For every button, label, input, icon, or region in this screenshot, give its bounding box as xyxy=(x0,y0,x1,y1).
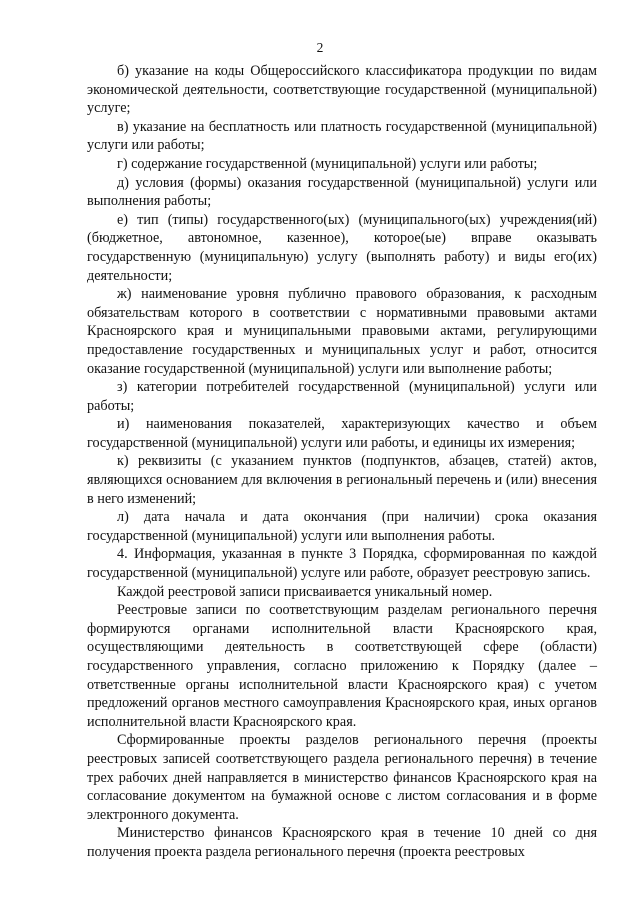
paragraph-unique-number: Каждой реестровой записи присваивается уникальный номер. xyxy=(117,583,493,600)
paragraph-approval-submission: Сформированные проекты разделов регионального перечня (проекты реестровых записей соответствующего раздела регионального перечня) в течение трех рабочих дней направляется в министерство финансов Красноярского края на согласование документом на бумажной основе с листом согласования и в форме электронного документа. xyxy=(87,732,597,823)
paragraph-ministry-review: Министерство финансов Красноярского края в течение 10 дней со дня получения проекта раздела регионального перечня (проекта реестровых xyxy=(87,825,597,860)
paragraph-i-indicators: и) наименования показателей, характеризующих качество и объем государственной (муниципальной) услуги или работы, и единицы их измерения; xyxy=(87,416,597,451)
paragraph-e-institution-types: е) тип (типы) государственного(ых) (муниципального(ых) учреждения(ий) (бюджетное, автономное, казенное), которое(ые) вправе оказывать государственную (муниципальную) услугу (выполнять работу) и виды его(их) деятельности; xyxy=(87,211,597,284)
paragraph-b-okved-codes: б) указание на коды Общероссийского классификатора продукции по видам экономической деятельности, соответствующие государственной (муниципальной) услуге; xyxy=(87,63,597,117)
page-number: 2 xyxy=(316,40,324,55)
paragraph-d-conditions: д) условия (формы) оказания государственной (муниципальной) услуги или выполнения работы; xyxy=(87,174,597,210)
paragraph-g-content: г) содержание государственной (муниципальной) услуги или работы; xyxy=(117,155,538,172)
paragraph-z-consumer-categories: з) категории потребителей государственной (муниципальной) услуги или работы; xyxy=(87,379,597,414)
paragraph-formation-of-entries: Реестровые записи по соответствующим разделам регионального перечня формируются органами исполнительной власти Красноярского края, осуществляющими деятельность в соответствующей сфере (области) государственного управления, согласно приложению к Порядку (далее – ответственные органы исполнительной власти Красноярского края) с учетом предложений органов местного самоуправления Красноярского края, иных органов исполнительной власти Красноярского края. xyxy=(87,602,597,730)
paragraph-k-requisites: к) реквизиты (с указанием пунктов (подпунктов, абзацев, статей) актов, являющихся основанием для включения в региональный перечень и (или) внесения в него изменений; xyxy=(87,453,597,507)
paragraph-v-free-or-paid: в) указание на бесплатность или платность государственной (муниципальной) услуги или работы; xyxy=(87,118,597,154)
paragraph-l-dates: л) дата начала и дата окончания (при наличии) срока оказания государственной (муниципальной) услуги или выполнения работы. xyxy=(87,509,597,544)
paragraph-zh-level-of-education: ж) наименование уровня публично правового образования, к расходным обязательствам которого в соответствии с нормативными правовыми актами Красноярского края и муниципальными правовыми актами, регулирующими предоставление государственных и муниципальных услуг и работ, относится оказание государственной (муниципальной) услуги или выполнение работы; xyxy=(87,286,597,377)
document-body xyxy=(87,62,597,862)
paragraph-4-registry-entry: 4. Информация, указанная в пункте 3 Порядка, сформированная по каждой государственной (муниципальной) услуге или работе, образует реестровую запись. xyxy=(87,546,597,582)
